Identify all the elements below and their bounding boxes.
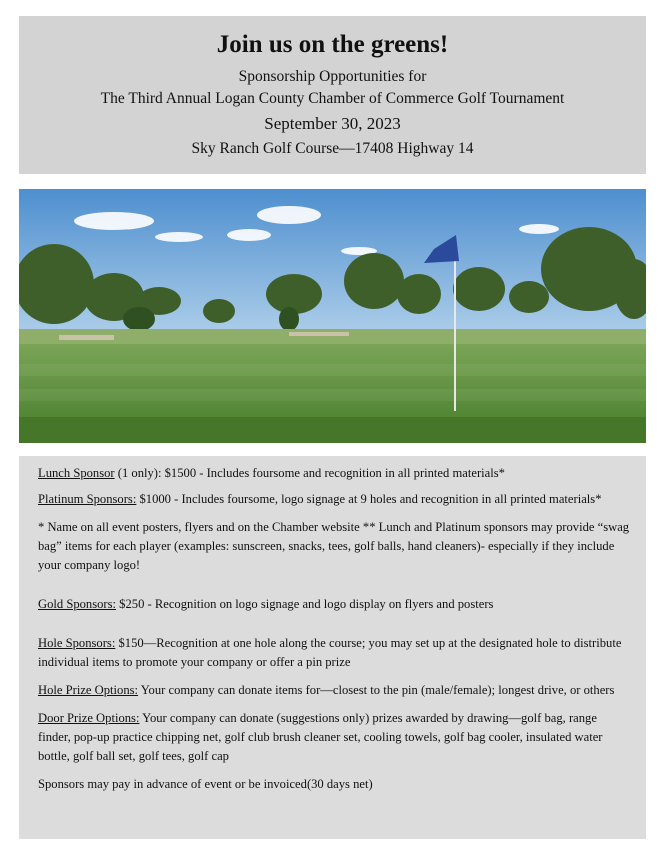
platinum-sponsor: Platinum Sponsors: $1000 - Includes foursome, logo signage at 9 holes and recognition in all printed materials* bbox=[38, 492, 602, 506]
golf-course-photo bbox=[19, 189, 646, 443]
event-name: The Third Annual Logan County Chamber of Commerce Golf Tournament bbox=[100, 90, 565, 107]
payment-note: Sponsors may pay in advance of event or be invoiced(30 days net) bbox=[38, 777, 373, 791]
sponsorship-details bbox=[19, 456, 646, 839]
sponsor-note: * Name on all event posters, flyers and on the Chamber website ** Lunch and Platinum sponsors may provide “swag bag” items for each player (examples: sunscreen, snacks, tees, golf balls, hand cleaners)- especially if they include your company logo! bbox=[38, 520, 630, 572]
hole-prize-options: Hole Prize Options: Your company can donate items for—closest to the pin (male/female); longest drive, or others bbox=[38, 683, 615, 697]
page-title: Join us on the greens! bbox=[216, 31, 449, 58]
subtitle: Sponsorship Opportunities for bbox=[238, 68, 427, 85]
green bbox=[19, 344, 646, 424]
lunch-sponsor: Lunch Sponsor (1 only): $1500 - Includes foursome and recognition in all printed materials* bbox=[38, 466, 505, 480]
event-venue: Sky Ranch Golf Course—17408 Highway 14 bbox=[191, 140, 474, 157]
gold-sponsor: Gold Sponsors: $250 - Recognition on logo signage and logo display on flyers and posters bbox=[38, 597, 494, 611]
hole-sponsor: Hole Sponsors: $150—Recognition at one hole along the course; you may set up at the designated hole to distribute individual items to promote your company or offer a pin prize bbox=[38, 636, 622, 669]
door-prize-options: Door Prize Options: Your company can donate (suggestions only) prizes awarded by drawing—golf bag, range finder, pop-up practice chipping net, golf club brush cleaner set, cooling towels, golf bag cooler, insulated water bottle, golf ball set, golf tees, golf cap bbox=[38, 711, 603, 763]
event-date: September 30, 2023 bbox=[264, 114, 401, 133]
header-banner bbox=[19, 16, 646, 174]
rough bbox=[19, 417, 646, 443]
